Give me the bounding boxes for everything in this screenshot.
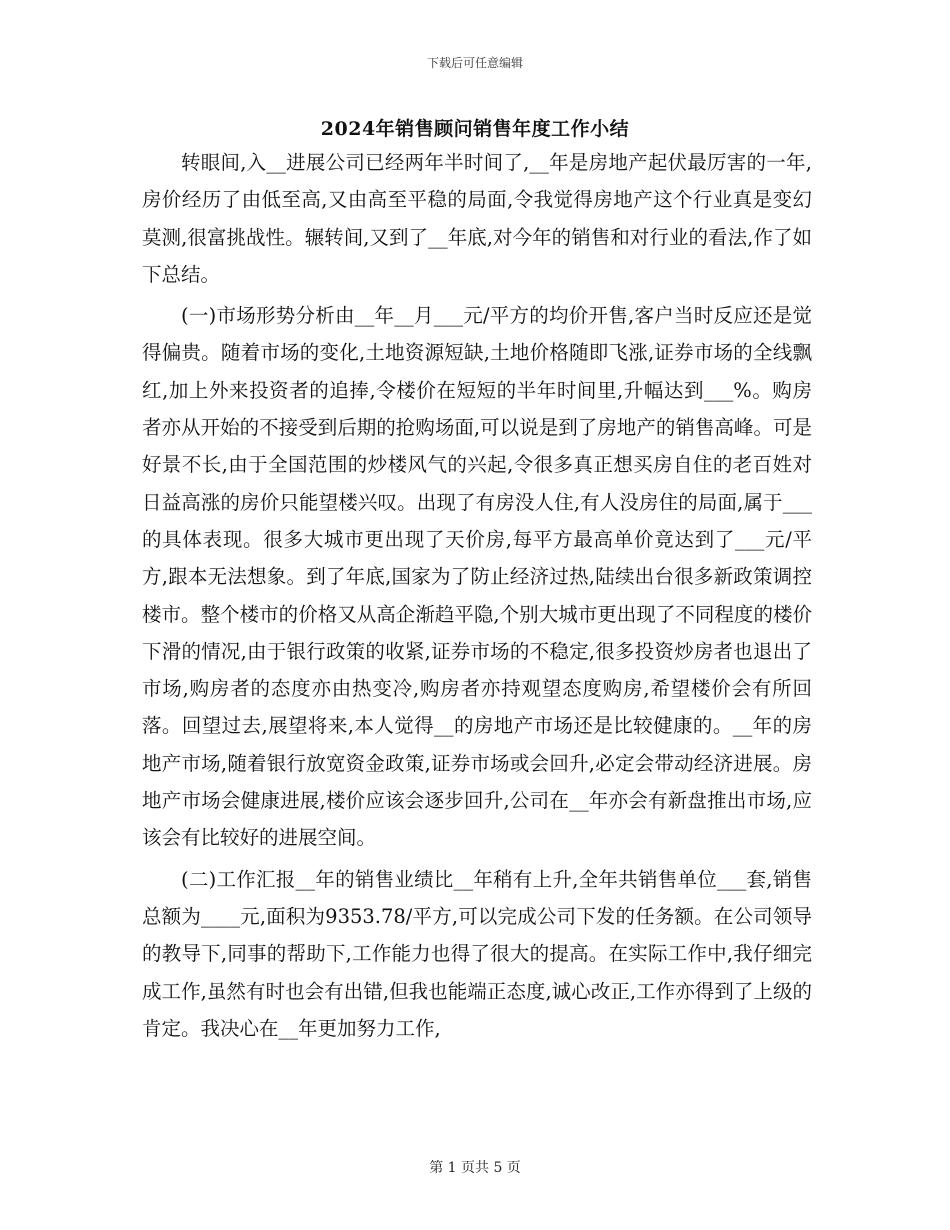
paragraph-intro: 转眼间,入__进展公司已经两年半时间了,__年是房地产起伏最厉害的一年,房价经历了由低至高,又由高至平稳的局面,令我觉得房地产这个行业真是变幻莫测,很富挑战性。辗转间,又到了__年底,对今年的销售和对行业的看法,作了如下总结。 xyxy=(142,151,812,286)
page-footer: 第 1 页共 5 页 xyxy=(429,1160,521,1176)
paragraph-work-report: (二)工作汇报__年的销售业绩比__年稍有上升,全年共销售单位___套,销售总额为____元,面积为9353.78/平方,可以完成公司下发的任务额。在公司领导的教导下,同事的帮助下,工作能力也得了很大的提高。在实际工作中,我仔细完成工作,虽然有时也会有出错,但我也能端正态度,诚心改正,工作亦得到了上级的肯定。我决心在__年更加努力工作, xyxy=(142,867,812,1040)
document-body xyxy=(142,144,812,1047)
document-title: 2024年销售顾问销售年度工作小结 xyxy=(320,118,630,140)
paragraph-market-analysis: (一)市场形势分析由__年__月___元/平方的均价开售,客户当时反应还是觉得偏贵。随着市场的变化,土地资源短缺,土地价格随即飞涨,证券市场的全线飘红,加上外来投资者的追捧,令楼价在短短的半年时间里,升幅达到___%。购房者亦从开始的不接受到后期的抢购场面,可以说是到了房地产的销售高峰。可是好景不长,由于全国范围的炒楼风气的兴起,令很多真正想买房自住的老百姓对日益高涨的房价只能望楼兴叹。出现了有房没人住,有人没房住的局面,属于___的具体表现。很多大城市更出现了天价房,每平方最高单价竟达到了___元/平方,跟本无法想象。到了年底,国家为了防止经济过热,陆续出台很多新政策调控楼市。整个楼市的价格又从高企渐趋平隐,个别大城市更出现了不同程度的楼价下滑的情况,由于银行政策的收紧,证券市场的不稳定,很多投资炒房者也退出了市场,购房者的态度亦由热变冷,购房者亦持观望态度购房,希望楼价会有所回落。回望过去,展望将来,本人觉得__的房地产市场还是比较健康的。__年的房地产市场,随着银行放宽资金政策,证券市场或会回升,必定会带动经济进展。房地产市场会健康进展,楼价应该会逐步回升,公司在__年亦会有新盘推出市场,应该会有比较好的进展空间。 xyxy=(142,304,812,850)
header-note: 下载后可任意编辑 xyxy=(426,56,523,70)
